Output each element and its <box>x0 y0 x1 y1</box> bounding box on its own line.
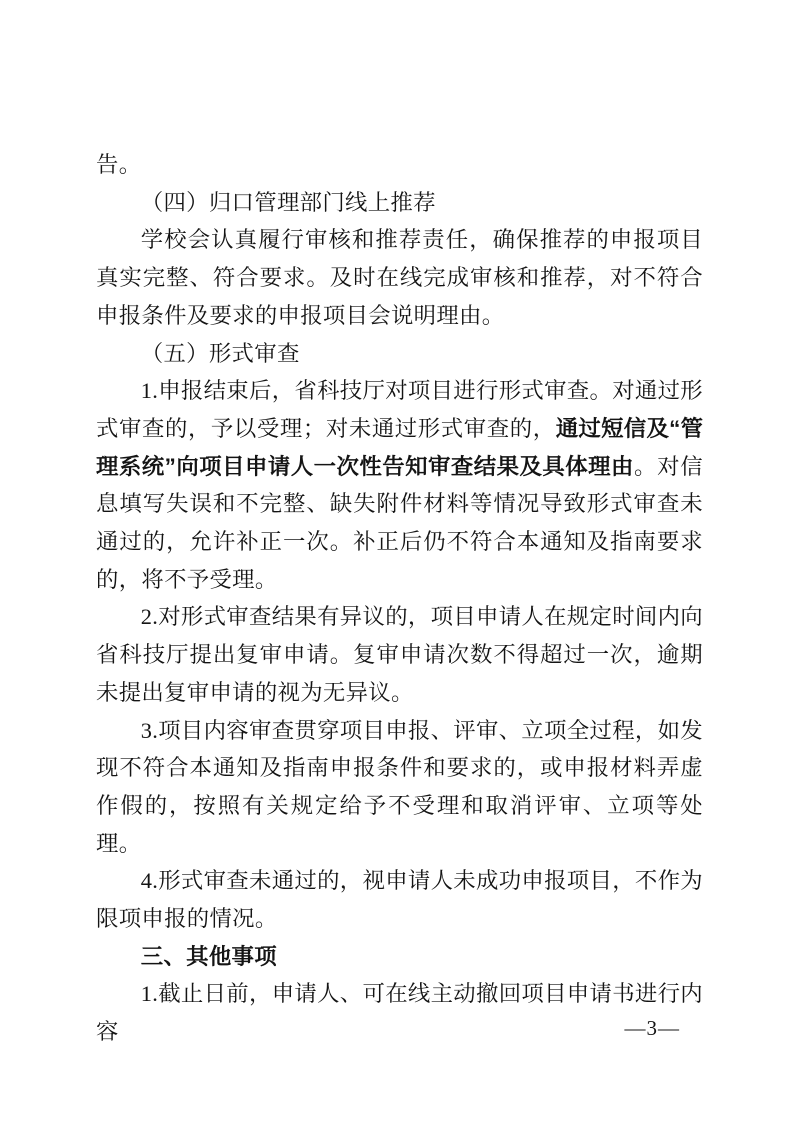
paragraph-other-matters-1: 1.截止日前，申请人、可在线主动撤回项目申请书进行内容 <box>96 981 703 1045</box>
document-content <box>96 146 703 1051</box>
formal-review-1-text-post: 。对信息填写失误和不完整、缺失附件材料等情况导致形式审查未通过的，允许补正一次。补正后仍不符合本通知及指南要求的，将不予受理。 <box>96 453 703 592</box>
paragraph-continuation: 告。 <box>96 152 142 177</box>
formal-review-1-text-pre: 1.申报结束后，省科技厅对项目进行形式审查。对通过形式审查的，予以受理；对未通过形式审查的， <box>96 378 703 441</box>
page-number: —3— <box>624 1016 680 1040</box>
paragraph-section-four: 学校会认真履行审核和推荐责任，确保推荐的申报项目真实完整、符合要求。及时在线完成审核和推荐，对不符合申报条件及要求的申报项目会说明理由。 <box>96 227 703 328</box>
paragraph-formal-review-4: 4.形式审查未通过的，视申请人未成功申报项目，不作为限项申报的情况。 <box>96 868 703 932</box>
paragraph-formal-review-3: 3.项目内容审查贯穿项目申报、评审、立项全过程，如发现不符合本通知及指南申报条件和要求的，或申报材料弄虚作假的，按照有关规定给予不受理和取消评审、立项等处理。 <box>96 717 703 856</box>
heading-section-four: （四）归口管理部门线上推荐 <box>140 189 436 215</box>
heading-section-five: （五）形式审查 <box>140 340 300 366</box>
paragraph-formal-review-2: 2.对形式审查结果有异议的，项目申请人在规定时间内向省科技厅提出复审申请。复审申请次数不得超过一次，逾期未提出复审申请的视为无异议。 <box>96 604 703 705</box>
formal-review-1-text-bold: 通过短信及“管理系统”向项目申请人一次性告知审查结果及具体理由 <box>96 415 704 479</box>
paragraph-formal-review-1 <box>96 372 703 598</box>
heading-other-matters: 三、其他事项 <box>140 943 277 969</box>
